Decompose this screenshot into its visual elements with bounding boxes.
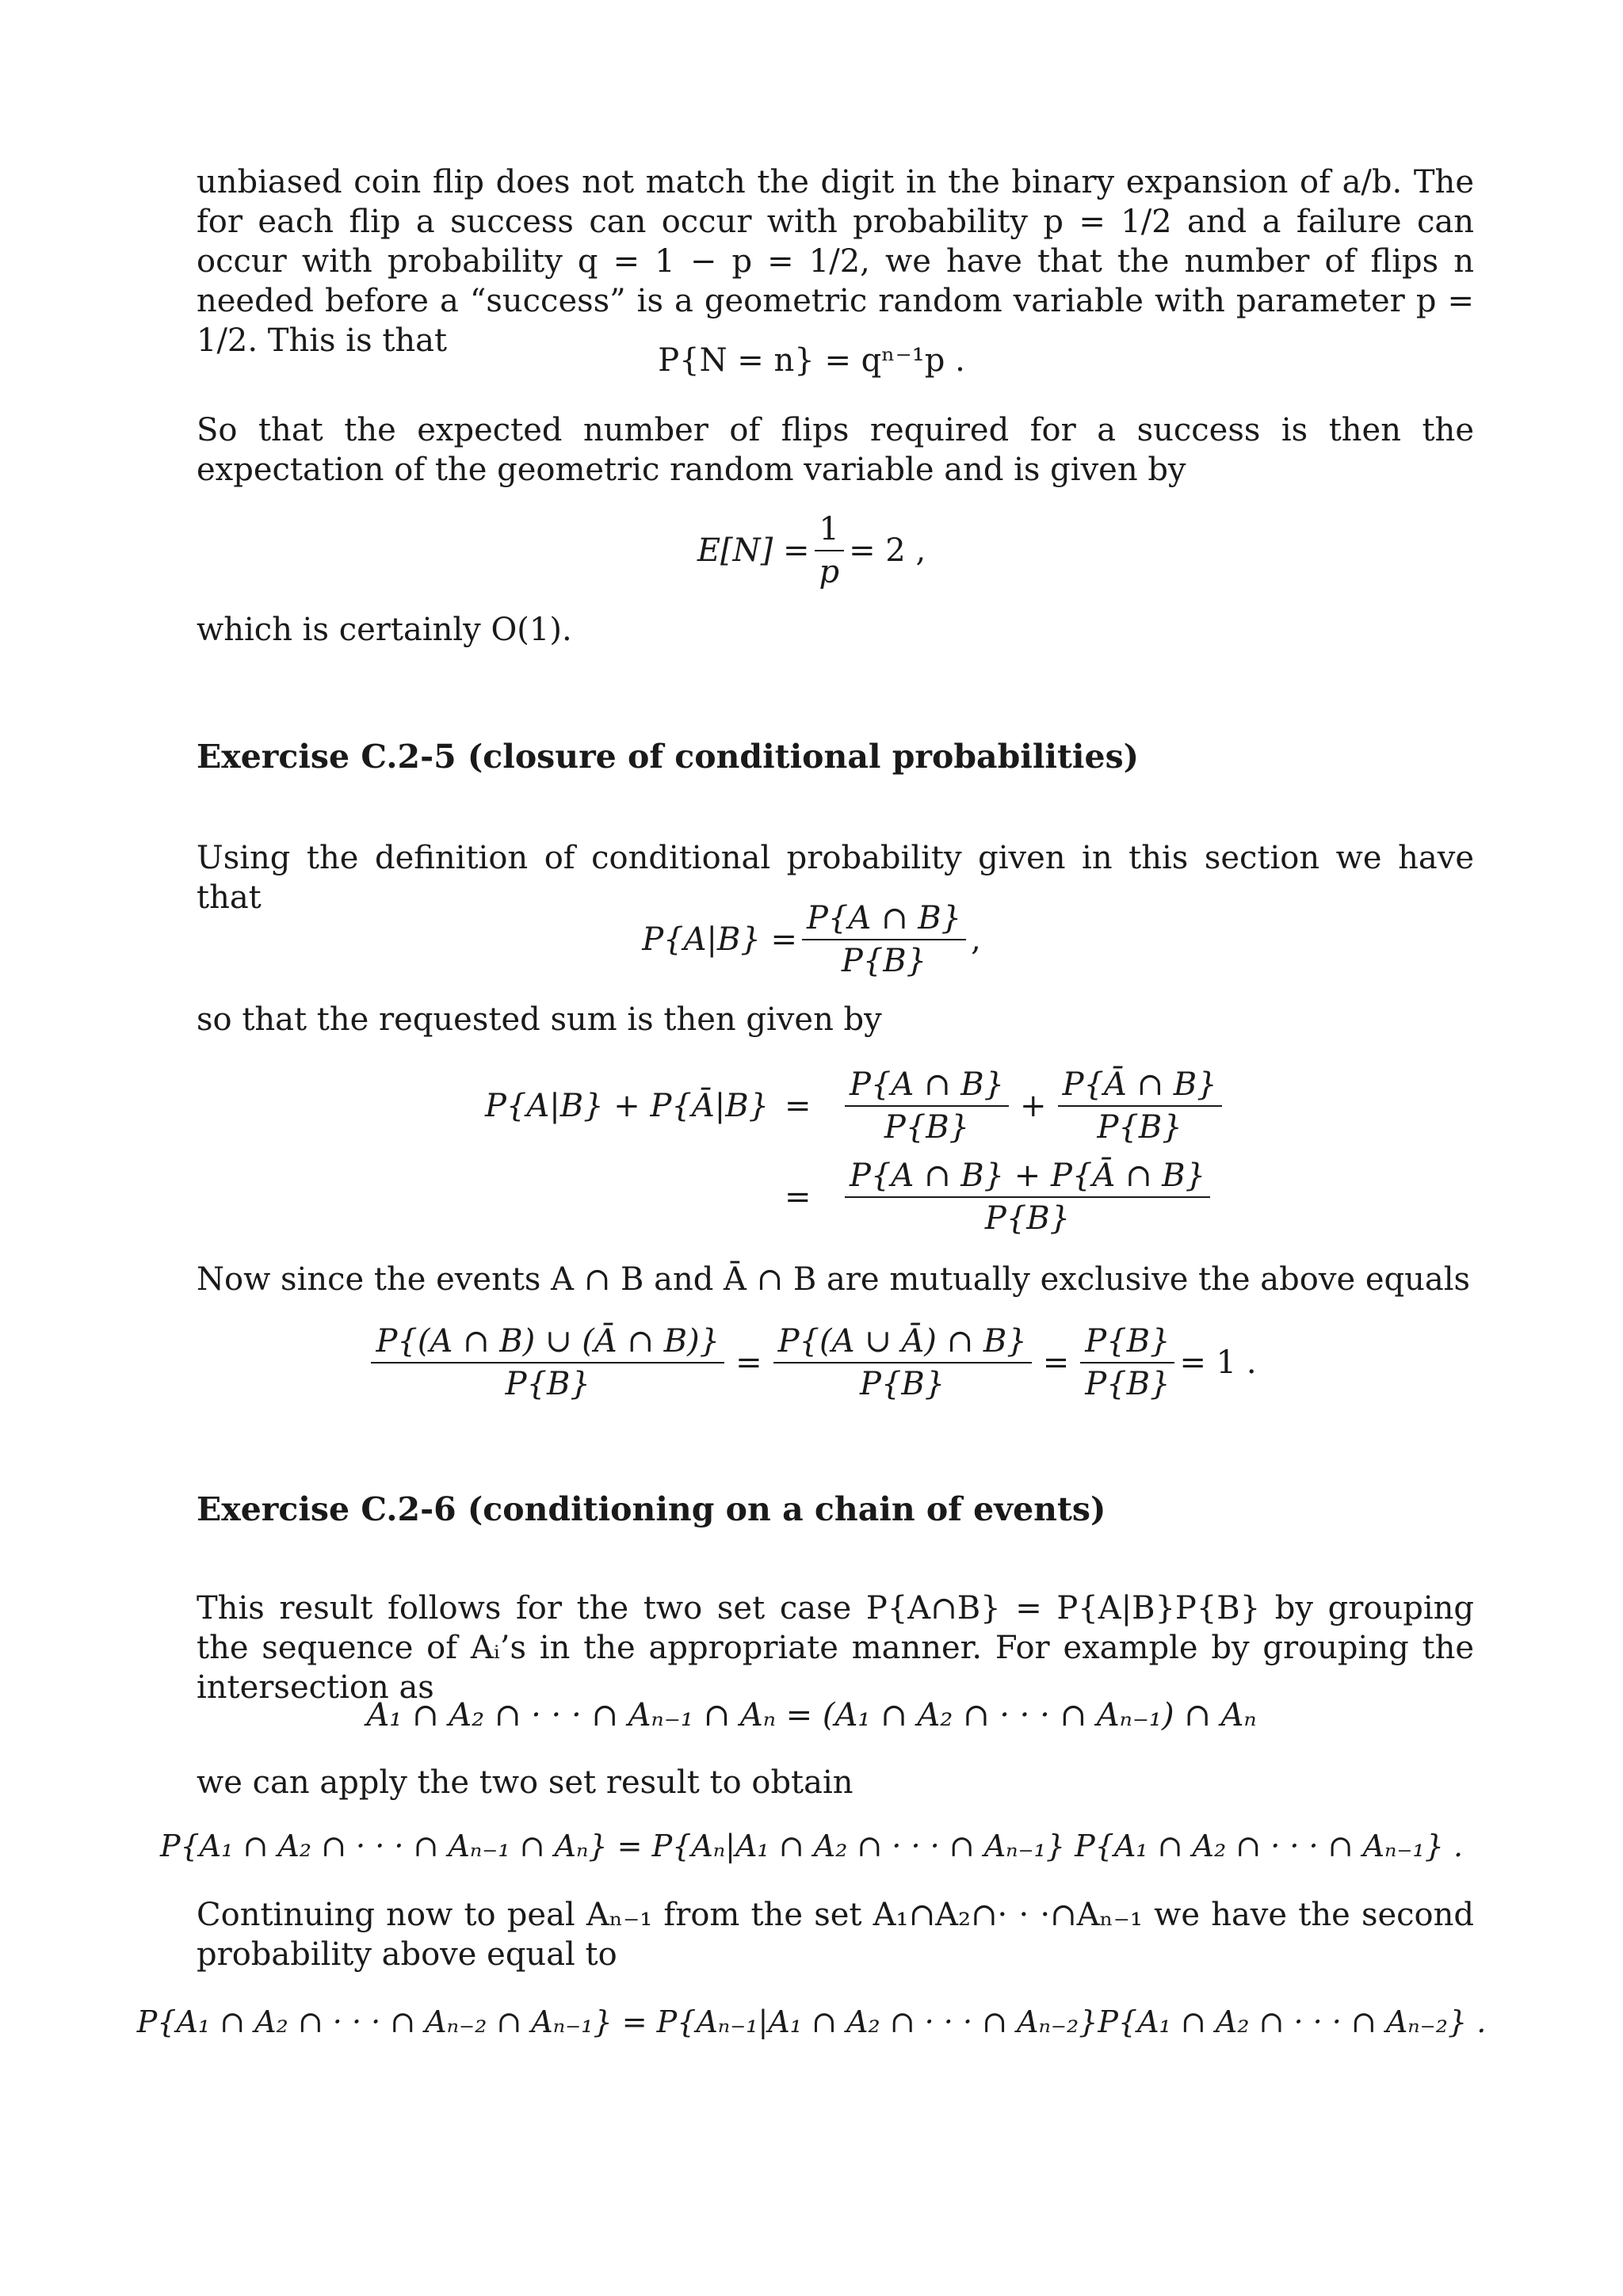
paragraph-expected-flips: So that the expected number of flips required for a success is then the expectation of the geometric random variable and is given by	[197, 412, 1474, 488]
paragraph-apply-result: we can apply the two set result to obtain	[197, 1764, 854, 1801]
fraction-numerator: P{A ∩ B} + P{Ā ∩ B}	[845, 1158, 1210, 1198]
equals-sign: =	[735, 1344, 762, 1381]
equation-conditional-probability	[0, 895, 1623, 984]
fraction-term-1	[845, 1067, 1009, 1145]
equation-geometric-pmf: P{N = n} = qⁿ⁻¹p .	[658, 342, 965, 379]
fraction-numerator: P{B}	[1080, 1324, 1174, 1363]
paragraph-continuing: Continuing now to peal Aₙ₋₁ from the set A₁∩A₂∩· · ·∩Aₙ₋₁ we have the second probability above equal to	[197, 1897, 1474, 1973]
section-heading-c2-5: Exercise C.2-5 (closure of conditional probabilities)	[197, 738, 1140, 776]
paragraph-geometric-intro: unbiased coin flip does not match the digit in the binary expansion of a/b. The for each flip a success can occur with probability p = 1/2 and a failure can occur with probability q = 1 − p = 1/2, we have that the number of flips n needed before a “success” is a geometric random variable with parameter p = 1/2. This is that	[197, 164, 1474, 359]
fraction-one-over-p	[814, 512, 844, 589]
fraction-union	[371, 1324, 724, 1402]
equation-comma: ,	[971, 921, 981, 958]
fraction-denominator: P{B}	[1097, 1109, 1182, 1146]
paragraph-two-set-case: This result follows for the two set case P{A∩B} = P{A|B}P{B} by grouping the sequence of Aᵢ’s in the appropriate manner. For example by grouping the intersection as	[197, 1590, 1474, 1706]
paragraph-mutually-exclusive: Now since the events A ∩ B and Ā ∩ B are mutually exclusive the above equals	[197, 1261, 1471, 1298]
equation-lhs: P{A|B} =	[642, 921, 798, 958]
equation-expectation-rhs: = 2 ,	[849, 532, 926, 569]
plus-sign: +	[1020, 1088, 1047, 1124]
equation-result: = 1 .	[1179, 1344, 1257, 1381]
fraction-numerator: P{Ā ∩ B}	[1058, 1067, 1222, 1107]
equation-chain-step-1: P{A₁ ∩ A₂ ∩ · · · ∩ Aₙ₋₁ ∩ Aₙ} = P{Aₙ|A₁ ∩ A₂ ∩ · · · ∩ Aₙ₋₁} P{A₁ ∩ A₂ ∩ · · · ∩ Aₙ₋₁} .	[159, 1829, 1464, 1863]
section-heading-c2-6: Exercise C.2-6 (conditioning on a chain of events)	[197, 1490, 1106, 1528]
fraction-denominator: P{B}	[505, 1366, 590, 1402]
equation-expectation-lhs: E[N] =	[697, 532, 810, 569]
equation-sum-line-1	[0, 1062, 1623, 1150]
equals-sign: =	[1042, 1344, 1070, 1381]
fraction-denominator: P{B}	[860, 1366, 945, 1402]
fraction-denominator: P{B}	[841, 943, 927, 979]
fraction-distributed	[773, 1324, 1032, 1402]
equation-chain-step-2: P{A₁ ∩ A₂ ∩ · · · ∩ Aₙ₋₂ ∩ Aₙ₋₁} = P{Aₙ₋₁|A₁ ∩ A₂ ∩ · · · ∩ Aₙ₋₂}P{A₁ ∩ A₂ ∩ · · · ∩ Aₙ₋₂} .	[136, 2004, 1487, 2039]
equals-sign: =	[785, 1179, 812, 1215]
paragraph-conditional-definition: Using the definition of conditional probability given in this section we have that	[197, 840, 1474, 916]
fraction-denominator: p	[819, 554, 840, 590]
fraction-numerator: P{A ∩ B}	[845, 1067, 1009, 1107]
paragraph-requested-sum: so that the requested sum is then given by	[197, 1001, 882, 1038]
sum-combined	[840, 1153, 1215, 1241]
fraction-numerator: 1	[815, 512, 844, 551]
fraction-combined	[845, 1158, 1210, 1236]
sum-terms	[840, 1062, 1227, 1150]
fraction-conditional	[802, 901, 966, 978]
equation-sum-line-2	[0, 1153, 1623, 1241]
fraction-term-2	[1058, 1067, 1222, 1145]
fraction-ratio	[1080, 1324, 1174, 1402]
equation-union-chain	[0, 1315, 1623, 1410]
fraction-denominator: P{B}	[884, 1109, 970, 1146]
equals-sign: =	[785, 1088, 812, 1124]
fraction-denominator: P{B}	[984, 1200, 1071, 1237]
fraction-numerator: P{A ∩ B}	[802, 901, 966, 940]
equation-expectation	[0, 507, 1623, 594]
fraction-denominator: P{B}	[1085, 1366, 1170, 1402]
fraction-numerator: P{(A ∩ B) ∪ (Ā ∩ B)}	[371, 1324, 724, 1363]
sum-lhs: P{A|B} + P{Ā|B}	[485, 1088, 769, 1124]
paragraph-order-one: which is certainly O(1).	[197, 612, 572, 648]
fraction-numerator: P{(A ∪ Ā) ∩ B}	[773, 1324, 1032, 1363]
equation-grouping: A₁ ∩ A₂ ∩ · · · ∩ Aₙ₋₁ ∩ Aₙ = (A₁ ∩ A₂ ∩ · · · ∩ Aₙ₋₁) ∩ Aₙ	[366, 1697, 1257, 1733]
